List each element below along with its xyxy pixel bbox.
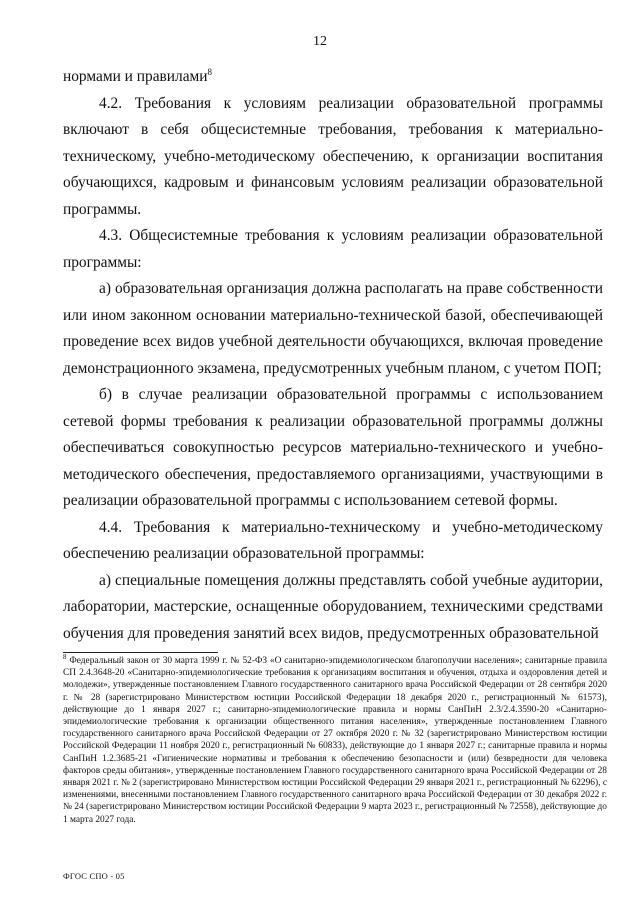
continuation-line	[63, 64, 603, 91]
footnote-marker: 8	[63, 652, 67, 661]
footnote-text: Федеральный закон от 30 марта 1999 г. № 52-ФЗ «О санитарно-эпидемиологическом благополучии населения»; санитарные правила СП 2.4.3648-20 «Санитарно-эпидемиологические требования к организациям воспитания и обучения, отдыха и оздоровления детей и молодежи», утвержденные постановлением Главного государственного санитарного врача Российской Федерации от 28 сентября 2020 г. № 28 (зарегистрировано Министерством юстиции Российской Федерации 18 декабря 2020 г., регистрационный № 61573), действующие до 1 января 2027 г.; санитарно-эпидемиологические правила и нормы СанПиН 2.3/2.4.3590-20 «Санитарно-эпидемиологические требования к организации общественного питания населения», утвержденные постановлением Главного государственного санитарного врача Российской Федерации от 27 октября 2020 г. № 32 (зарегистрировано Министерством юстиции Российской Федерации 11 ноября 2020 г., регистрационный № 60833), действующие до 1 января 2027 г.; санитарные правила и нормы СанПиН 1.2.3685-21 «Гигиенические нормативы и требования к обеспечению безопасности и (или) безвредности для человека факторов среды обитания», утвержденные постановлением Главного государственного санитарного врача Российской Федерации от 28 января 2021 г. № 2 (зарегистрировано Министерством юстиции Российской Федерации 29 января 2021 г., регистрационный № 62296), с изменениями, внесенными постановлением Главного государственного санитарного врача Российской Федерации от 30 декабря 2022 г. № 24 (зарегистрировано Министерством юстиции Российской Федерации 9 марта 2023 г., регистрационный № 72558), действующие до 1 марта 2027 года.	[63, 656, 607, 825]
footnote	[63, 652, 607, 826]
page-number: 12	[313, 34, 327, 49]
paragraph-4-4: 4.4. Требования к материально-техническому и учебно-методическому обеспечению реализации образовательной программы:	[63, 518, 603, 562]
document-code: ФГОС СПО - 05	[63, 871, 125, 881]
paragraph-4-3: 4.3. Общесистемные требования к условиям реализации образовательной программы:	[63, 227, 603, 271]
body-text	[63, 64, 603, 647]
paragraph-4-3-b: б) в случае реализации образовательной программы с использованием сетевой формы требования к реализации образовательной программы должны обеспечиваться совокупностью ресурсов материально-технического и учебно-методического обеспечения, предоставляемого организациями, участвующими в реализации образовательной программы с использованием сетевой формы.	[63, 386, 603, 509]
footnote-divider	[63, 652, 218, 653]
continuation-text: нормами и правилами	[63, 68, 208, 85]
paragraph-4-4-a: а) специальные помещения должны представлять собой учебные аудитории, лаборатории, мастерские, оснащенные оборудованием, техническими средствами обучения для проведения занятий всех видов, предусмотренных образовательной	[63, 571, 603, 642]
paragraph-4-2: 4.2. Требования к условиям реализации образовательной программы включают в себя общесистемные требования, требования к материально-техническому, учебно-методическому обеспечению, к организации воспитания обучающихся, кадровым и финансовым условиям реализации образовательной программы.	[63, 94, 603, 218]
paragraph-4-3-a: а) образовательная организация должна располагать на праве собственности или ином законном основании материально-технической базой, обеспечивающей проведение всех видов учебной деятельности обучающихся, включая проведение демонстрационного экзамена, предусмотренных учебным планом, с учетом ПОП;	[63, 280, 603, 377]
footnote-reference: 8	[207, 66, 213, 77]
